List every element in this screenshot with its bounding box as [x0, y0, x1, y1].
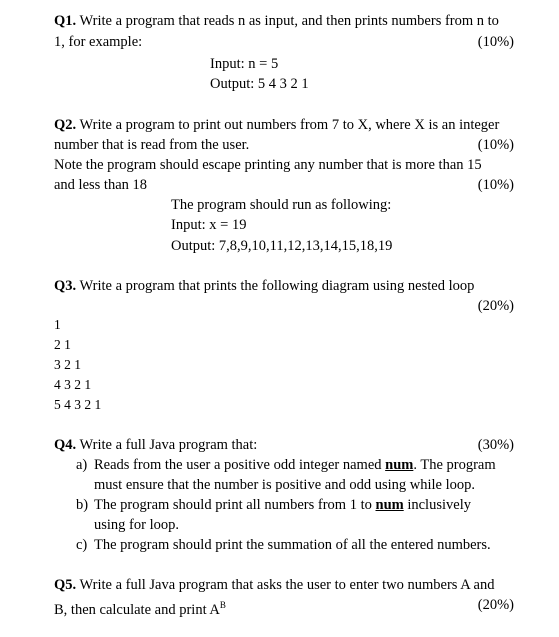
q2-label: Q2.	[54, 117, 77, 133]
q2-points-1: (10%)	[477, 137, 514, 153]
q3-diagram-row-3: 3 2 1	[54, 357, 81, 372]
q4-b-text-post: inclusively	[403, 497, 471, 513]
q4-a-text-post: . The program	[413, 457, 496, 473]
q4-b-text-2: using for loop.	[94, 517, 179, 533]
q4-b-label: b)	[76, 497, 89, 513]
q4-a-line-1	[94, 456, 496, 474]
q4-c-label: c)	[76, 537, 88, 553]
q2-line-1	[54, 116, 499, 134]
q5-superscript: B	[219, 600, 226, 610]
q2-points-2: (10%)	[477, 177, 514, 193]
q3-diagram-row-4: 4 3 2 1	[54, 377, 92, 392]
q4-a-text-2: must ensure that the number is positive and odd using while loop.	[94, 477, 475, 493]
q3-points: (20%)	[477, 298, 514, 314]
q4-a-num: num	[385, 457, 414, 473]
q5-text-2: B, then calculate and print A	[54, 601, 220, 618]
q3-text-1: Write a program that prints the following diagram using nested loop	[76, 278, 475, 294]
q4-a-text-pre: Reads from the user a positive odd integer named	[94, 457, 386, 473]
q5-line-1	[54, 576, 495, 594]
q1-text-2: 1, for example:	[54, 34, 143, 50]
q2-run-text: The program should run as following:	[171, 197, 392, 213]
q1-points: (10%)	[477, 34, 514, 50]
q4-b-num: num	[375, 497, 404, 513]
q1-example-output: Output: 5 4 3 2 1	[210, 76, 309, 92]
q2-note-1: Note the program should escape printing any number that is more than 15	[54, 157, 482, 173]
q3-line-1	[54, 277, 474, 295]
q3-diagram-row-2: 2 1	[54, 337, 71, 352]
q4-b-text-pre: The program should print all numbers from 1 to	[94, 497, 376, 513]
q4-b-line-1	[94, 496, 471, 514]
q2-example-input: Input: x = 19	[171, 217, 247, 233]
q1-line-1	[54, 12, 499, 30]
q3-diagram-row-5: 5 4 3 2 1	[54, 397, 102, 412]
q5-label: Q5.	[54, 577, 77, 593]
q3-diagram-row-1: 1	[54, 317, 61, 332]
q5-points: (20%)	[477, 597, 514, 613]
q1-example-input: Input: n = 5	[210, 56, 279, 72]
q4-a-label: a)	[76, 457, 88, 473]
q4-points: (30%)	[477, 437, 514, 453]
q2-text-2: number that is read from the user.	[54, 137, 250, 153]
q5-line-2	[54, 596, 226, 619]
q2-text-1: Write a program to print out numbers from 7 to X, where X is an integer	[76, 117, 500, 133]
q1-label: Q1.	[54, 13, 77, 29]
q4-text-1: Write a full Java program that:	[76, 437, 258, 453]
q1-text-1: Write a program that reads n as input, and then prints numbers from n to	[76, 13, 499, 29]
q3-label: Q3.	[54, 278, 77, 294]
q4-line-1	[54, 436, 257, 454]
q2-note-2: and less than 18	[54, 177, 148, 193]
q5-text-1: Write a full Java program that asks the user to enter two numbers A and	[76, 577, 495, 593]
q4-c-text-1: The program should print the summation of all the entered numbers.	[94, 537, 491, 553]
q4-label: Q4.	[54, 437, 77, 453]
q2-example-output: Output: 7,8,9,10,11,12,13,14,15,18,19	[171, 238, 393, 254]
